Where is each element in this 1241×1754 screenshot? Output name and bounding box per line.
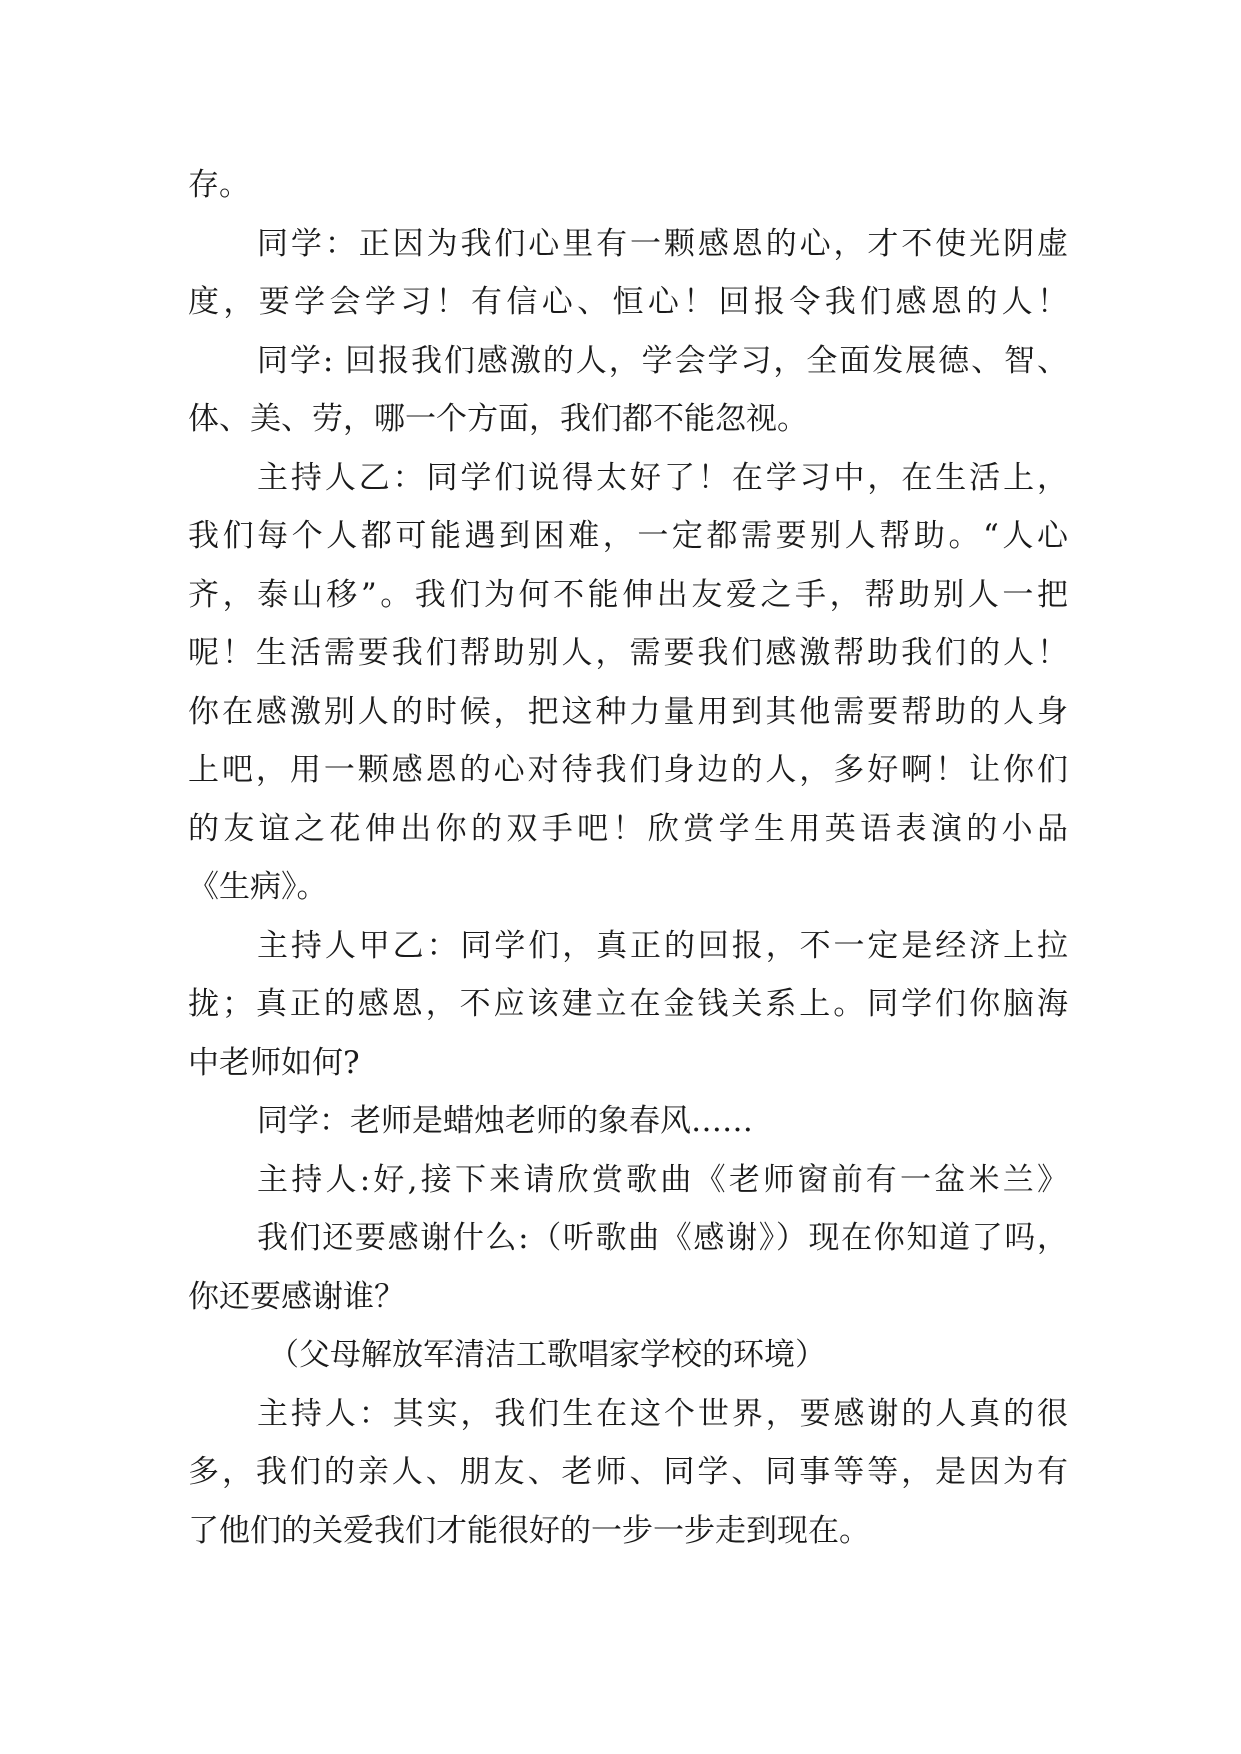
text-line: （父母解放军清洁工歌唱家学校的环境） [268,1337,826,1373]
text-line: 同学: 回报我们感激的人，学会学习，全面发展德、智、 [257,342,1068,379]
text-line: 同学：正因为我们心里有一颗感恩的心，才不使光阴虚 [257,225,1068,262]
document-body [188,156,1068,1560]
text-line: 了他们的关爱我们才能很好的一步一步走到现在。 [188,1512,870,1549]
text-line: 拢；真正的感恩，不应该建立在金钱关系上。同学们你脑海 [188,986,1068,1022]
text-line: 上吧，用一颗感恩的心对待我们身边的人，多好啊！让你们 [188,752,1068,788]
text-line: 存。 [188,167,250,203]
text-line: 体、美、劳，哪一个方面，我们都不能忽视。 [188,401,808,437]
text-line: 主持人乙：同学们说得太好了！在学习中，在生活上， [257,459,1068,496]
text-line: 我们每个人都可能遇到困难，一定都需要别人帮助。“人心 [188,518,1068,554]
text-line: 主持人:好,接下来请欣赏歌曲《老师窗前有一盆米兰》 [257,1161,1068,1198]
text-line: 的友谊之花伸出你的双手吧！欣赏学生用英语表演的小品 [188,810,1068,847]
text-line: 中老师如何? [188,1044,360,1081]
text-line: 你还要感谢谁？ [188,1278,405,1315]
text-line: 主持人：其实，我们生在这个世界，要感谢的人真的很 [257,1395,1068,1432]
text-line: 多，我们的亲人、朋友、老师、同学、同事等等，是因为有 [188,1454,1068,1490]
text-line: 你在感激别人的时候，把这种力量用到其他需要帮助的人身 [188,693,1068,730]
text-line: 呢！生活需要我们帮助别人，需要我们感激帮助我们的人！ [188,635,1068,671]
text-line: 主持人甲乙：同学们，真正的回报，不一定是经济上拉 [257,927,1068,964]
text-line: 度，要学会学习！有信心、恒心！回报令我们感恩的人！ [188,284,1068,320]
text-line: 我们还要感谢什么:（听歌曲《感谢》）现在你知道了吗， [257,1220,1068,1256]
text-line: 《生病》。 [188,869,328,905]
text-line: 同学：老师是蜡烛老师的象春风…… [257,1103,753,1139]
text-line: 齐，泰山移”。我们为何不能伸出友爱之手，帮助别人一把 [188,576,1068,613]
